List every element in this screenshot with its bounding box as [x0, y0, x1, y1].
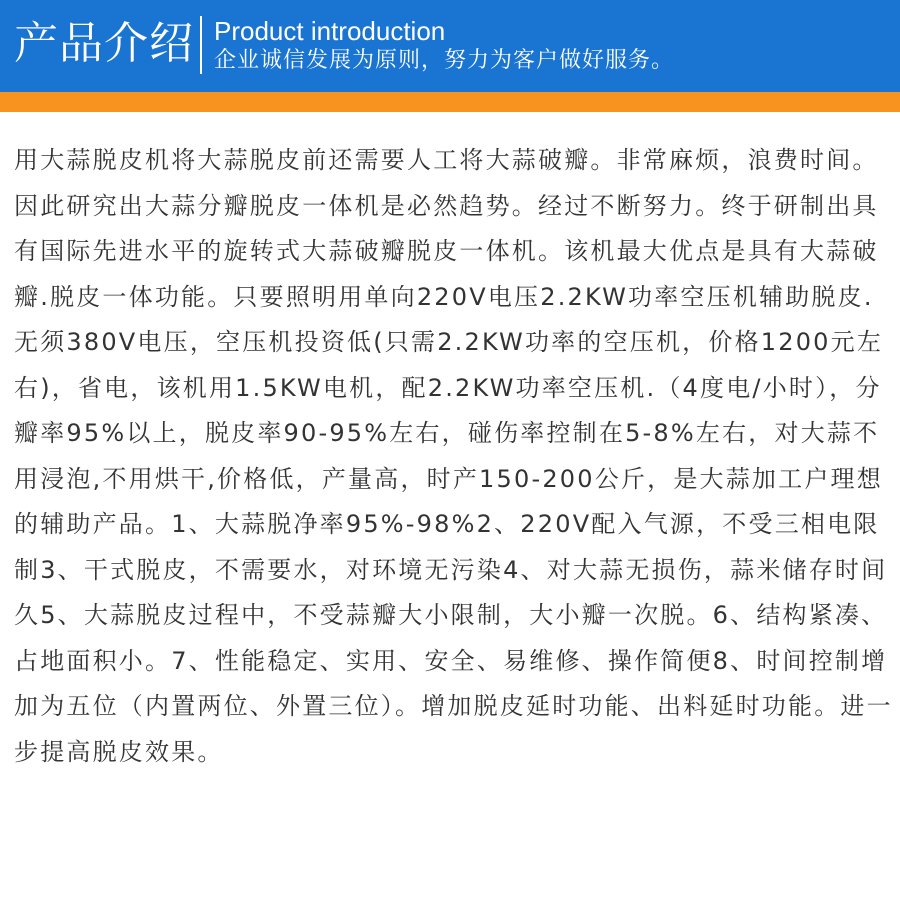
page-title-english: Product introduction [214, 16, 446, 46]
page-subtitle: 企业诚信发展为原则，努力为客户做好服务。 [214, 48, 675, 73]
product-description: 用大蒜脱皮机将大蒜脱皮前还需要人工将大蒜破瓣。非常麻烦，浪费时间。因此研究出大蒜分瓣脱皮一体机是必然趋势。经过不断努力。终于研制出具有国际先进水平的旋转式大蒜破瓣脱皮一体机。该机最大优点是具有大蒜破瓣.脱皮一体功能。只要照明用单向220V电压2.2KW功率空压机辅助脱皮.无须380V电压，空压机投资低(只需2.2KW功率的空压机，价格1200元左右)，省电，该机用1.5KW电机，配2.2KW功率空压机.（4度电/小时），分瓣率95%以上，脱皮率90-95%左右，碰伤率控制在5-8%左右，对大蒜不用浸泡,不用烘干,价格低，产量高，时产150-200公斤，是大蒜加工户理想的辅助产品。1、大蒜脱净率95%-98%2、220V配入气源，不受三相电限制3、干式脱皮，不需要水，对环境无污染4、对大蒜无损伤，蒜米储存时间久5、大蒜脱皮过程中，不受蒜瓣大小限制，大小瓣一次脱。6、结构紧凑、占地面积小。7、性能稳定、实用、安全、易维修、操作简便8、时间控制增加为五位（内置两位、外置三位）。增加脱皮延时功能、出料延时功能。进一步提高脱皮效果。 [14, 146, 893, 766]
header-divider [200, 16, 202, 74]
accent-bar [0, 92, 900, 112]
page-title: 产品介绍 [14, 18, 194, 69]
header-banner [0, 0, 900, 92]
